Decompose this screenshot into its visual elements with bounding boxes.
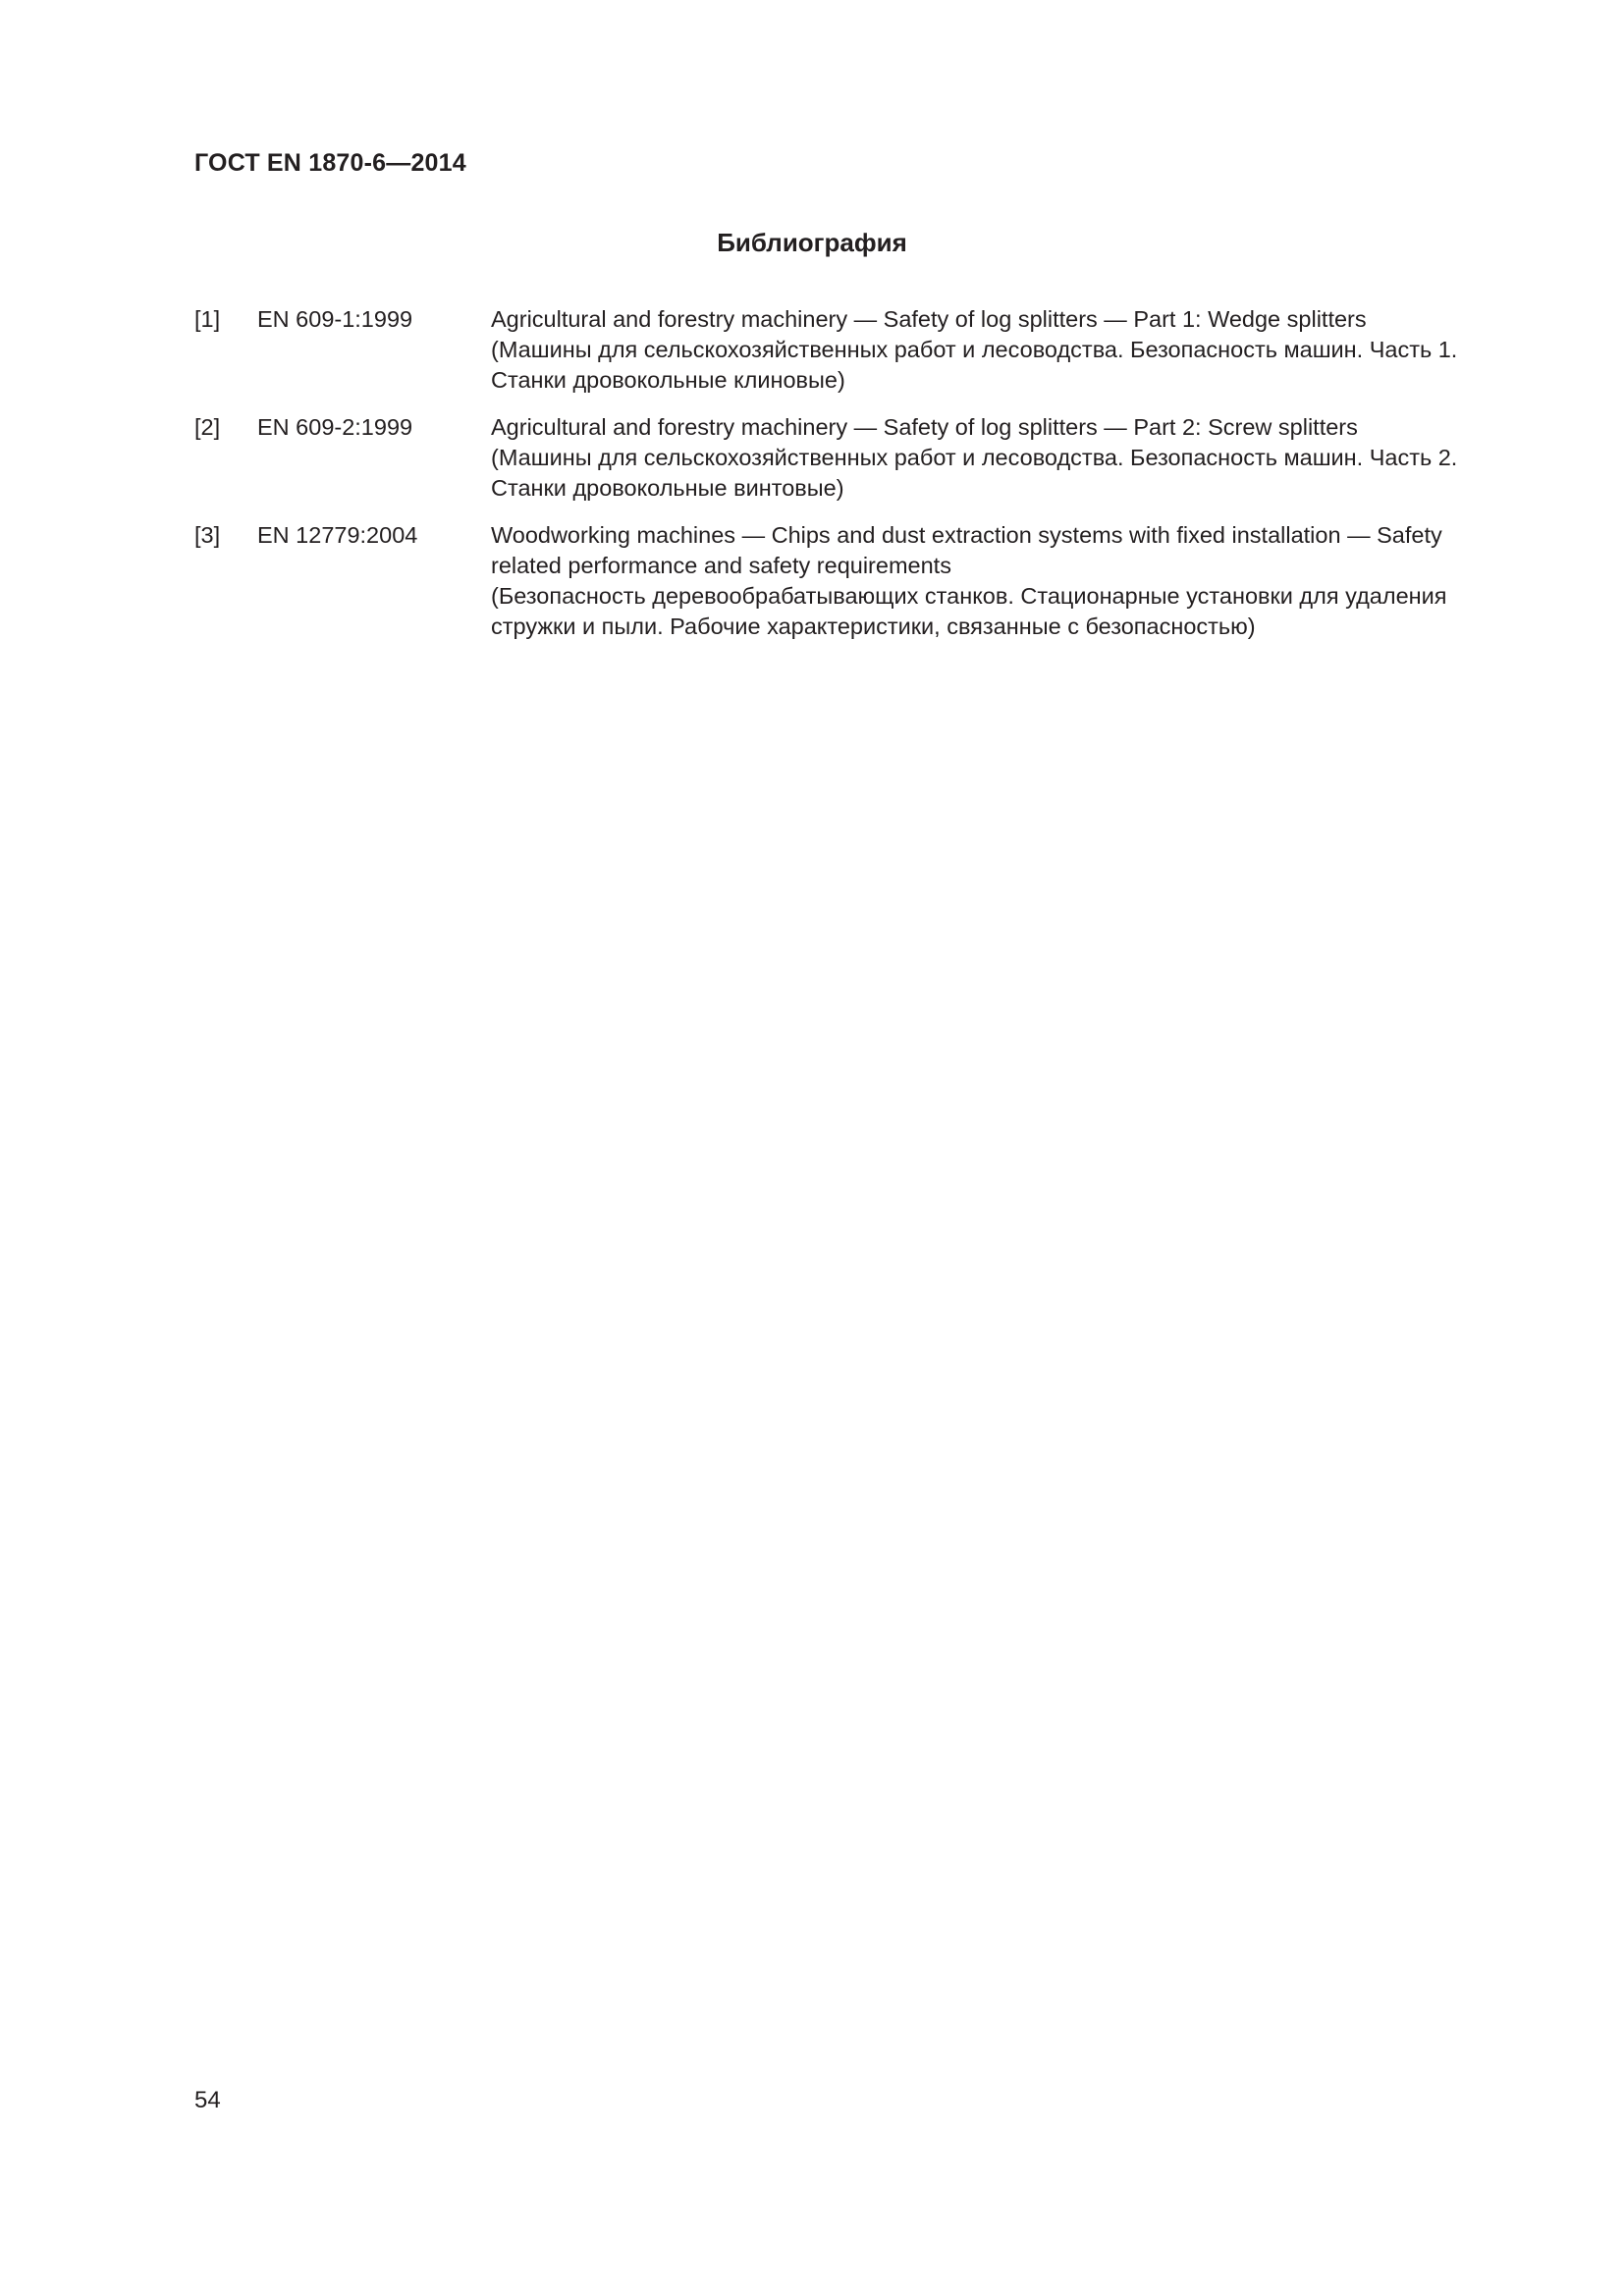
entry-number: [3] [194, 522, 221, 548]
entry-line: Woodworking machines — Chips and dust extraction systems with fixed installation — Safety [491, 522, 1442, 548]
standard-code: EN 609-1:1999 [257, 306, 413, 332]
entry-line: Agricultural and forestry machinery — Safety of log splitters — Part 1: Wedge splitters [491, 306, 1367, 332]
section-title: Библиография [717, 228, 907, 257]
entry-number: [2] [194, 414, 221, 440]
entry-line: (Безопасность деревообрабатывающих станков. Стационарные установки для удаления [491, 583, 1447, 609]
entry-line: Станки дровокольные клиновые) [491, 367, 845, 393]
standard-code: EN 12779:2004 [257, 522, 418, 548]
bibliography-entry [194, 412, 1520, 504]
bibliography-entry [194, 304, 1520, 396]
entry-text [491, 412, 1520, 504]
entry-line: (Машины для сельскохозяйственных работ и лесоводства. Безопасность машин. Часть 1. [491, 337, 1458, 362]
entry-line: стружки и пыли. Рабочие характеристики, связанные с безопасностью) [491, 614, 1256, 639]
entry-text [491, 520, 1520, 642]
entry-line: Agricultural and forestry machinery — Safety of log splitters — Part 2: Screw splitters [491, 414, 1358, 440]
bibliography-list [194, 304, 1520, 659]
entry-number: [1] [194, 306, 221, 332]
entry-line: (Машины для сельскохозяйственных работ и лесоводства. Безопасность машин. Часть 2. [491, 445, 1458, 470]
document-code: ГОСТ EN 1870-6—2014 [194, 149, 466, 177]
page-number: 54 [194, 2087, 221, 2113]
bibliography-entry [194, 520, 1520, 642]
entry-line: Станки дровокольные винтовые) [491, 475, 844, 501]
entry-line: related performance and safety requirements [491, 553, 951, 578]
entry-text [491, 304, 1520, 396]
standard-code: EN 609-2:1999 [257, 414, 413, 440]
